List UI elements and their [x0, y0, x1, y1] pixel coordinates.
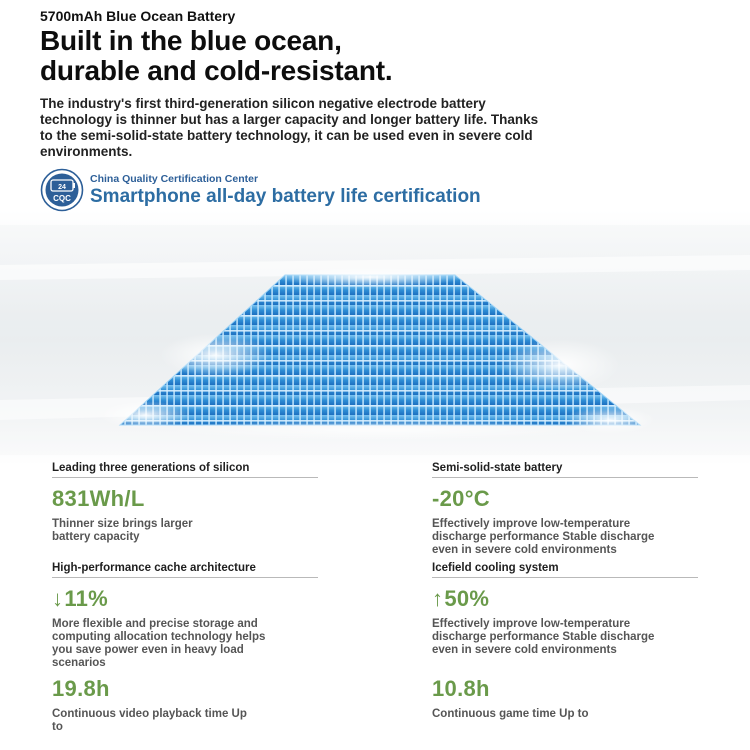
headline-line-1: Built in the blue ocean,	[40, 25, 342, 56]
spec-description: Continuous game time Up to	[432, 708, 589, 720]
spec-value: 10.8h	[432, 676, 490, 701]
spec-game	[432, 676, 698, 721]
spec-description: Effectively improve low-temperature discharge performance Stable discharge even in severe cold environments	[432, 618, 655, 656]
spec-value: 831Wh/L	[52, 486, 145, 511]
spec-value	[52, 586, 318, 612]
badge-mark: CQC	[53, 194, 71, 203]
intro-paragraph: The industry's first third-generation silicon negative electrode battery technology is thinner but has a larger capacity and longer battery life. Thanks to the semi-solid-state battery technology, it can be used even in severe cold environments.	[40, 96, 539, 159]
headline-line-2: durable and cold-resistant.	[40, 55, 393, 86]
spec-cache	[52, 562, 318, 670]
cqc-badge-icon	[40, 168, 84, 212]
spec-heading: High-performance cache architecture	[52, 562, 318, 578]
spec-video	[52, 676, 318, 734]
arrow-up-icon: ↑	[432, 586, 444, 611]
spec-description: Continuous video playback time Up to	[52, 708, 247, 733]
arrow-down-icon: ↓	[52, 586, 64, 611]
headline	[40, 26, 720, 86]
product-eyebrow: 5700mAh Blue Ocean Battery	[40, 8, 236, 24]
spec-description: Effectively improve low-temperature discharge performance Stable discharge even in severe cold environments	[432, 518, 655, 556]
cert-title: Smartphone all-day battery life certification	[90, 185, 481, 207]
spec-value: -20°C	[432, 486, 490, 511]
spec-value-number: 11%	[64, 586, 109, 611]
cert-organization: China Quality Certification Center	[90, 172, 259, 185]
battery-visual	[0, 225, 750, 455]
spec-description: More flexible and precise storage and computing allocation technology helps you save power even in heavy load scenarios	[52, 618, 266, 669]
spec-semi-solid	[432, 462, 698, 557]
spec-heading: Semi-solid-state battery	[432, 462, 698, 478]
spec-value: 19.8h	[52, 676, 110, 701]
spec-heading: Leading three generations of silicon	[52, 462, 318, 478]
spec-value	[432, 586, 698, 612]
spec-silicon	[52, 462, 318, 544]
spec-icefield	[432, 562, 698, 657]
spec-heading: Icefield cooling system	[432, 562, 698, 578]
badge-hours: 24	[58, 184, 66, 191]
spec-description: Thinner size brings larger battery capacity	[52, 518, 193, 543]
header	[40, 8, 720, 160]
certification	[40, 168, 481, 212]
spec-value-number: 50%	[444, 586, 490, 611]
